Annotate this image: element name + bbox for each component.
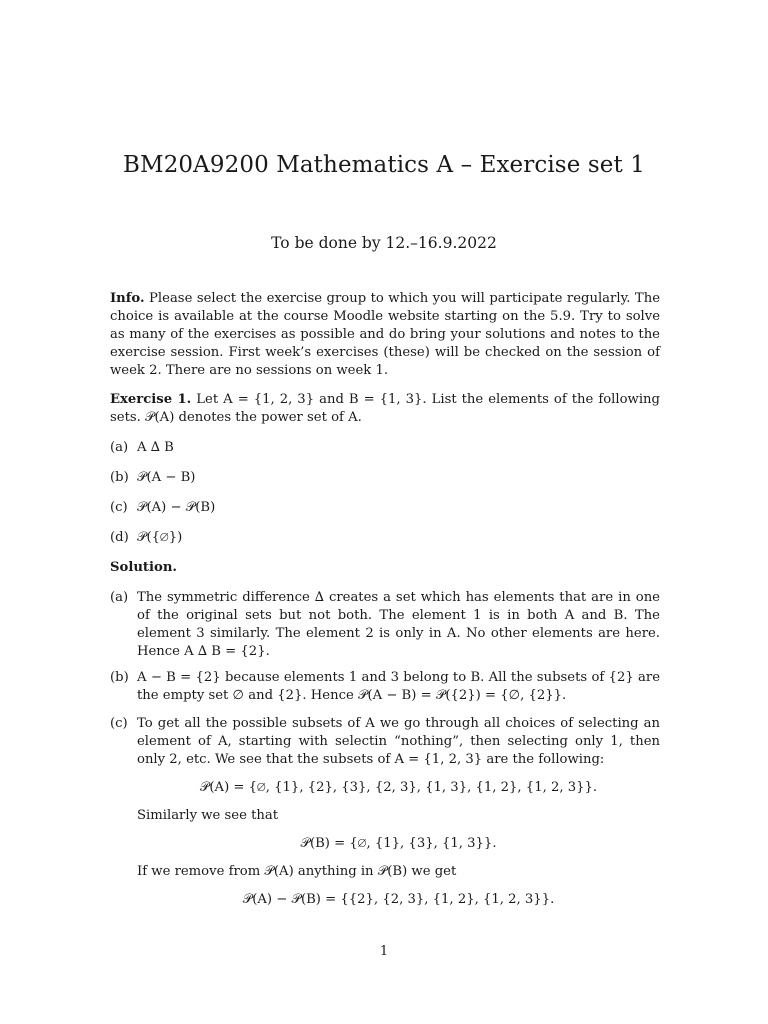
item-label: (b) xyxy=(110,670,129,685)
power-set-b-equation: 𝒫(B) = {∅, {1}, {3}, {1, 3}}. xyxy=(300,836,497,851)
document-body xyxy=(110,290,660,909)
exercise-statement xyxy=(110,391,660,427)
item-text: A ∆ B xyxy=(137,440,174,455)
solution-c-text3: If we remove from 𝒫(A) anything in 𝒫(B) we get xyxy=(137,864,457,879)
solution-c-text1: To get all the possible subsets of A we go through all choices of selecting an element of A, starting with selectin “nothing”, then selecting only 1, then only 2, etc. We see that the subsets of A = {1, 2, 3} are the following: xyxy=(137,716,660,767)
exercise-text: Let A = {1, 2, 3} and B = {1, 3}. List the elements of the following sets. 𝒫(A) denotes the power set of A. xyxy=(110,392,660,425)
item-text: A − B = {2} because elements 1 and 3 belong to B. All the subsets of {2} are the empty set ∅ and {2}. Hence 𝒫(A − B) = 𝒫({2}) = {∅, {2}}. xyxy=(137,670,660,703)
item-label: (d) xyxy=(110,530,129,545)
item-text: 𝒫(A − B) xyxy=(137,470,196,485)
info-text: Please select the exercise group to which you will participate regularly. The choice is available at the course Moodle website starting on the 5.9. Try to solve as many of the exercises as possible and do bring your solutions and notes to the exercise session. First week’s exercises (these) will be checked on the session of week 2. There are no sessions on week 1. xyxy=(110,291,660,378)
item-text: 𝒫({∅}) xyxy=(137,530,183,545)
exercise-item-b xyxy=(110,469,660,487)
item-text: The symmetric difference ∆ creates a set which has elements that are in one of the original sets but not both. The element 1 is in both A and B. The element 3 similarly. The element 2 is only in A. No other elements are here. Hence A ∆ B = {2}. xyxy=(137,590,660,659)
due-date: To be done by 12.–16.9.2022 xyxy=(271,234,497,252)
solution-item-b xyxy=(110,669,660,705)
info-label: Info. xyxy=(110,291,145,306)
item-label: (a) xyxy=(110,440,129,455)
page-title: BM20A9200 Mathematics A – Exercise set 1 xyxy=(123,152,645,178)
exercise-label: Exercise 1. xyxy=(110,392,192,407)
item-label: (a) xyxy=(110,590,129,605)
page-number: 1 xyxy=(379,944,389,959)
item-label: (b) xyxy=(110,470,129,485)
solution-item-c xyxy=(110,715,660,909)
solution-heading: Solution. xyxy=(110,560,177,575)
item-label: (c) xyxy=(110,500,128,515)
info-paragraph xyxy=(110,290,660,380)
solution-c-text2: Similarly we see that xyxy=(137,808,279,823)
exercise-item-c xyxy=(110,499,660,517)
solution-item-a xyxy=(110,589,660,661)
difference-equation: 𝒫(A) − 𝒫(B) = {{2}, {2, 3}, {1, 2}, {1, 2, 3}}. xyxy=(242,892,555,907)
exercise-item-d xyxy=(110,529,660,547)
exercise-item-a xyxy=(110,439,660,457)
item-text: 𝒫(A) − 𝒫(B) xyxy=(137,500,216,515)
power-set-a-equation: 𝒫(A) = {∅, {1}, {2}, {3}, {2, 3}, {1, 3}, {1, 2}, {1, 2, 3}}. xyxy=(199,780,598,795)
item-label: (c) xyxy=(110,716,128,731)
